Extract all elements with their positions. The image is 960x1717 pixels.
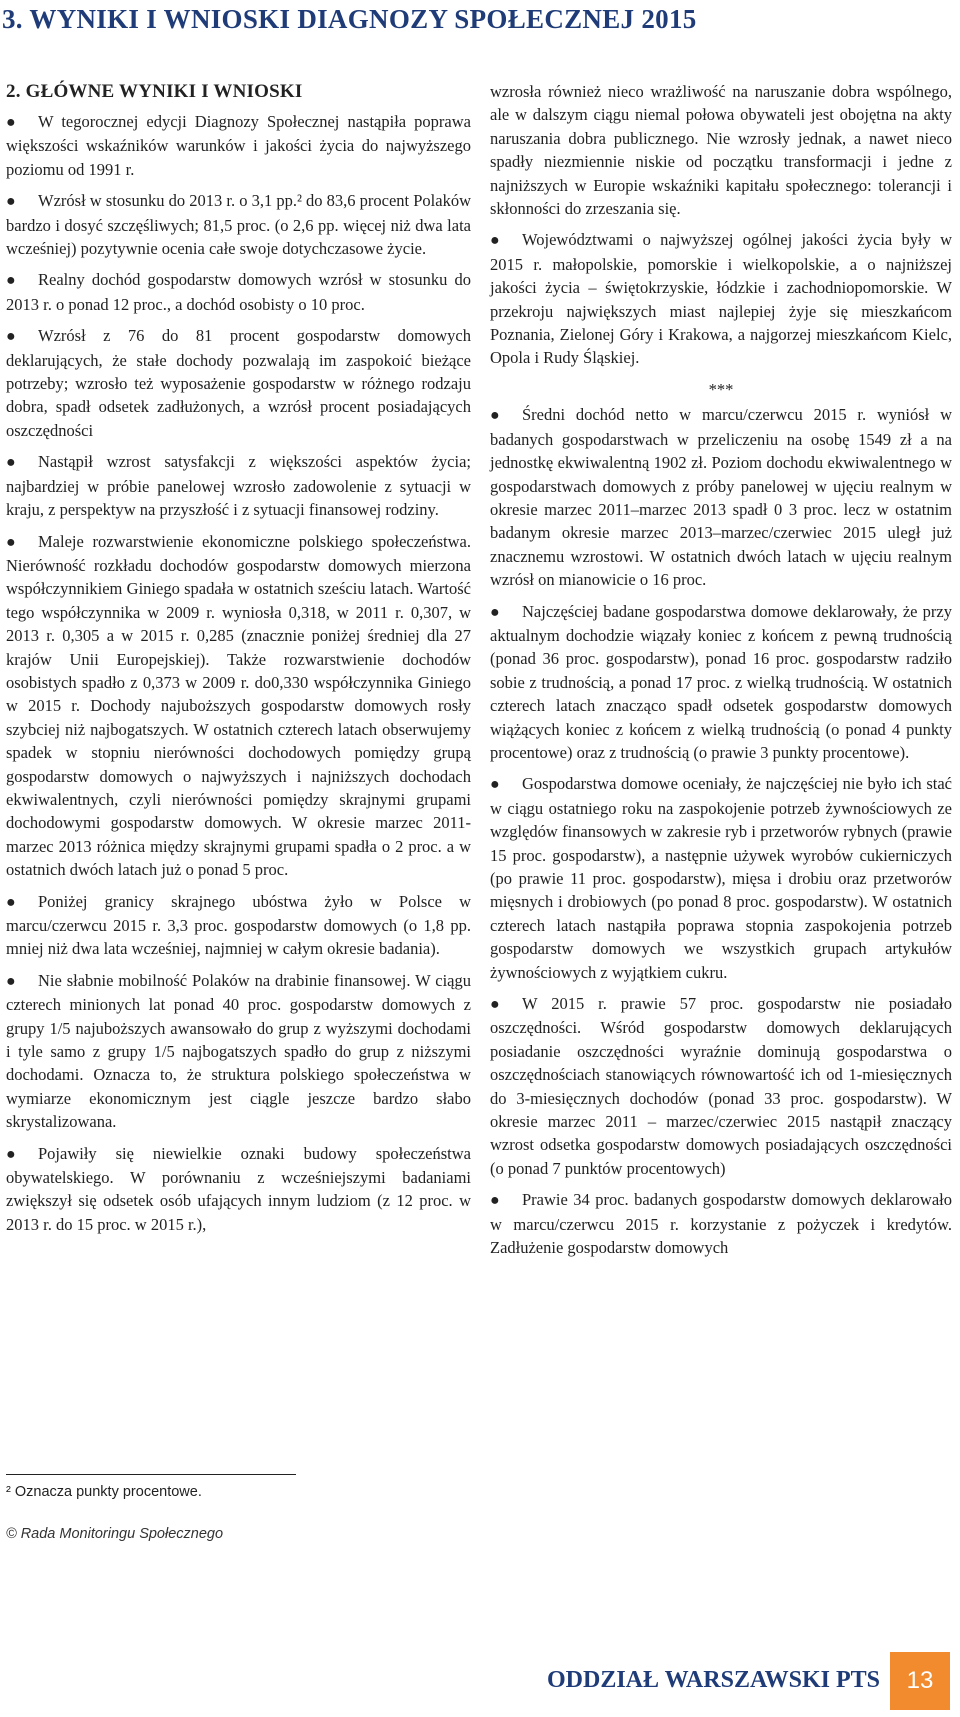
bullet-text: Województwami o najwyższej ogólnej jakości życia były w 2015 r. małopolskie, pomorskie i wielkopolskie, a o najniższej jakości życia – świętokrzyskie, łódzkie i zachodniopomorskie. W przekroju największych miast najlepiej żyje się mieszkańcom Poznania, Zielonej Góry i Krakowa, a najgorzej mieszkańcom Kielc, Opola i Rudy Śląskiej. xyxy=(490,230,952,368)
bullet-item xyxy=(490,403,952,591)
bullet-item xyxy=(490,1188,952,1259)
section-separator: *** xyxy=(708,379,734,399)
bullet-item xyxy=(6,969,471,1134)
left-bullet-list xyxy=(6,110,471,1236)
bullet-icon: ● xyxy=(490,1192,500,1210)
page-heading: 3. WYNIKI I WNIOSKI DIAGNOZY SPOŁECZNEJ 2015 xyxy=(2,4,697,34)
page-number: 13 xyxy=(890,1652,950,1710)
bullet-text: Poniżej granicy skrajnego ubóstwa żyło w Polsce w marcu/czerwcu 2015 r. 3,3 proc. gospodarstw domowych (o 1,8 pp. mniej niż dwa lata wcześniej, najmniej w całym okresie badania). xyxy=(6,891,471,959)
bullet-icon: ● xyxy=(490,407,500,425)
bullet-item xyxy=(6,450,471,521)
bullet-icon: ● xyxy=(6,328,16,346)
bullet-icon: ● xyxy=(490,996,500,1014)
right-bullet-list-first xyxy=(490,228,952,369)
bullet-text: W tegorocznej edycji Diagnozy Społecznej nastąpiła poprawa większości wskaźników warunków i jakości życia do najwyższego poziomu od 1991 r. xyxy=(6,112,471,179)
bullet-text: Nie słabnie mobilność Polaków na drabinie finansowej. W ciągu czterech minionych lat ponad 40 proc. gospodarstw domowych z grupy 1/5 najuboższych awansowało do grup z wyższymi dochodami i tyle samo z grupy 1/5 najbogatszych spadło do grup z niższymi dochodami. Oznacza to, że struktura polskiego społeczeństwa w wymiarze ekonomicznym jest ciągle jeszcze bardzo słabo skrystalizowana. xyxy=(6,970,471,1132)
bullet-text: W 2015 r. prawie 57 proc. gospodarstw nie posiadało oszczędności. Wśród gospodarstw domowych deklarujących posiadanie oszczędności wyraźnie dominują gospodarstwa o oszczędnościach stanowiących równowartość ich od 1-miesięcznych do 3-miesięcznych dochodów (ponad 33 proc. gospodarstw). W okresie marzec 2011 – marzec/czerwiec 2015 nastąpił znaczący wzrost odsetka gospodarstw domowych posiadających oszczędności (o ponad 7 punktów procentowych) xyxy=(490,994,952,1178)
bullet-item xyxy=(6,890,471,961)
bullet-text: Najczęściej badane gospodarstwa domowe deklarowały, że przy aktualnym dochodzie wiązały koniec z końcem z pewną trudnością (ponad 36 proc. gospodarstw), ponad 16 proc. gospodarstw radziło sobie z trudnością, a ponad 17 proc. z wielką trudnością. W ostatnich czterech latach znacząco spadł odsetek gospodarstw domowych wiążących koniec z końcem z wielką trudnością (o ponad 4 punkty procentowe) oraz z trudnością (o prawie 3 punkty procentowe). xyxy=(490,601,952,762)
bullet-item xyxy=(490,228,952,369)
bullet-text: Gospodarstwa domowe oceniały, że najczęściej nie było ich stać w ciągu ostatniego roku na zaspokojenie potrzeb żywnościowych ze względów finansowych w zakresie ryb i przetworów rybnych (prawie 15 proc. gospodarstw), a następnie używek wyrobów cukierniczych (po prawie 11 proc. gospodarstw), mięsa i drobiu oraz przetworów mięsnych i drobiowych (po ponad 8 proc. gospodarstw). W ostatnich czterech latach nastąpiła poprawa stopnia zaspokojenia potrzeb gospodarstw domowych we wszystkich grupach artykułów żywnościowych z wyjątkiem cukru. xyxy=(490,774,952,982)
bullet-icon: ● xyxy=(6,1145,16,1163)
bullet-icon: ● xyxy=(490,776,500,794)
credit-line: © Rada Monitoringu Społecznego xyxy=(6,1526,224,1542)
bullet-icon: ● xyxy=(6,454,16,472)
bullet-item xyxy=(6,268,471,316)
bullet-icon: ● xyxy=(6,893,16,911)
bullet-item xyxy=(490,600,952,765)
bullet-item xyxy=(6,530,471,882)
bullet-text: Maleje rozwarstwienie ekonomiczne polskiego społeczeństwa. Nierówność rozkładu dochodów gospodarstw domowych mierzona współczynnikiem Giniego spadała w ostatnich sześciu latach. Wartość tego współczynnika w 2009 r. wyniosła 0,318, w 2011 r. 0,307, w 2013 r. 0,305 a w 2015 r. 0,285 (znacznie poniżej średniej dla 27 krajów Unii Europejskiej). Także rozwarstwienie dochodów osobistych spadło z 0,373 w 2009 r. do0,330 współczynnika Giniego w 2015 r. Dochody najuboższych gospodarstw domowych rosły szybciej niż najbogatszych. W ostatnich czterech latach obserwujemy spadek w stopniu nierówności dochodowych pomiędzy grupą gospodarstw domowych o najwyższych i najniższych dochodach ekwiwalentnych, czyli nierówności pomiędzy skrajnymi grupami dochodowymi gospodarstw domowych. W okresie marzec 2011-marzec 2013 różnica między skrajnymi grupami spadła o 2 proc. a w ostatnich dwóch latach już o ponad 5 proc. xyxy=(6,531,471,880)
bullet-text: Prawie 34 proc. badanych gospodarstw domowych deklarowało w marcu/czerwcu 2015 r. korzystanie z pożyczek i kredytów. Zadłużenie gospodarstw domowych xyxy=(490,1190,952,1258)
continuation-paragraph: wzrosła również nieco wrażliwość na naruszanie dobra wspólnego, ale w dalszym ciągu niemal połowa obywateli jest obojętna na akty naruszania dobra publicznego. Nie wzrosły jednak, a nawet nieco spadły niezmiennie niskie od początku transformacji i jedne z najniższych w Europie wskaźniki kapitału społecznego: tolerancji i skłonności do zrzeszania się. xyxy=(490,82,952,219)
section-heading: 2. GŁÓWNE WYNIKI I WNIOSKI xyxy=(6,81,303,102)
right-column xyxy=(490,80,952,1268)
document-scan xyxy=(0,80,960,1550)
bullet-icon: ● xyxy=(6,972,16,990)
bullet-text: Wzrósł w stosunku do 2013 r. o 3,1 pp.² do 83,6 procent Polaków bardzo i dosyć szczęśliwych; 81,5 proc. (o 2,6 pp. więcej niż dwa lata wcześniej) pozytywnie ocenia całe swoje dotychczasowe życie. xyxy=(6,191,471,259)
bullet-item xyxy=(6,189,471,260)
bullet-icon: ● xyxy=(490,232,500,250)
footer-brand: ODDZIAŁ WARSZAWSKI PTS xyxy=(547,1667,880,1693)
bullet-icon: ● xyxy=(490,603,500,621)
bullet-icon: ● xyxy=(6,533,16,551)
bullet-item xyxy=(6,110,471,181)
bullet-text: Wzrósł z 76 do 81 procent gospodarstw domowych deklarujących, że stałe dochody pozwalają im zaspokoić bieżące potrzeby; wzrosło też wyposażenie gospodarstw w różnego rodzaju dobra, spadł odsetek zadłużonych, a wzrósł procent posiadających oszczędności xyxy=(6,326,471,440)
left-column xyxy=(6,80,471,1244)
bullet-icon: ● xyxy=(6,193,16,211)
bullet-item xyxy=(6,324,471,442)
bullet-icon: ● xyxy=(6,272,16,290)
right-bullet-list-second xyxy=(490,403,952,1259)
bullet-item xyxy=(6,1142,471,1237)
bullet-item xyxy=(490,992,952,1180)
bullet-item xyxy=(490,772,952,984)
bullet-text: Pojawiły się niewielkie oznaki budowy społeczeństwa obywatelskiego. W porównaniu z wcześniejszymi badaniami zwiększył się odsetek osób ufających innym ludziom (z 12 proc. w 2013 r. do 15 proc. w 2015 r.), xyxy=(6,1143,471,1234)
bullet-text: Nastąpił wzrost satysfakcji z większości aspektów życia; najbardziej w próbie panelowej wzrosło zadowolenie z sytuacji w kraju, z perspektyw na przyszłość i z sytuacji finansowej rodziny. xyxy=(6,452,471,520)
footnote: ² Oznacza punkty procentowe. xyxy=(6,1484,202,1500)
bullet-icon: ● xyxy=(6,114,16,131)
bullet-text: Realny dochód gospodarstw domowych wzrósł w stosunku do 2013 r. o ponad 12 proc., a dochód osobisty o 10 proc. xyxy=(6,270,471,314)
bullet-text: Średni dochód netto w marcu/czerwcu 2015 r. wyniósł w badanych gospodarstwach w przeliczeniu na osobę 1549 zł a na jednostkę ekwiwalentną 1902 zł. Poziom dochodu ekwiwalentnego w gospodarstwach domowych z próby panelowej w ujęciu realnym w okresie marzec 2011–marzec 2013 spadł 0 3 proc. lecz w ostatnim badanym okresie marzec 2013–marzec/czerwiec 2015 uległ już znacznemu wzrostowi. W ostatnich dwóch latach w ujęciu realnym wzrósł on mianowicie o 16 proc. xyxy=(490,405,952,590)
footnote-rule xyxy=(6,1474,296,1475)
